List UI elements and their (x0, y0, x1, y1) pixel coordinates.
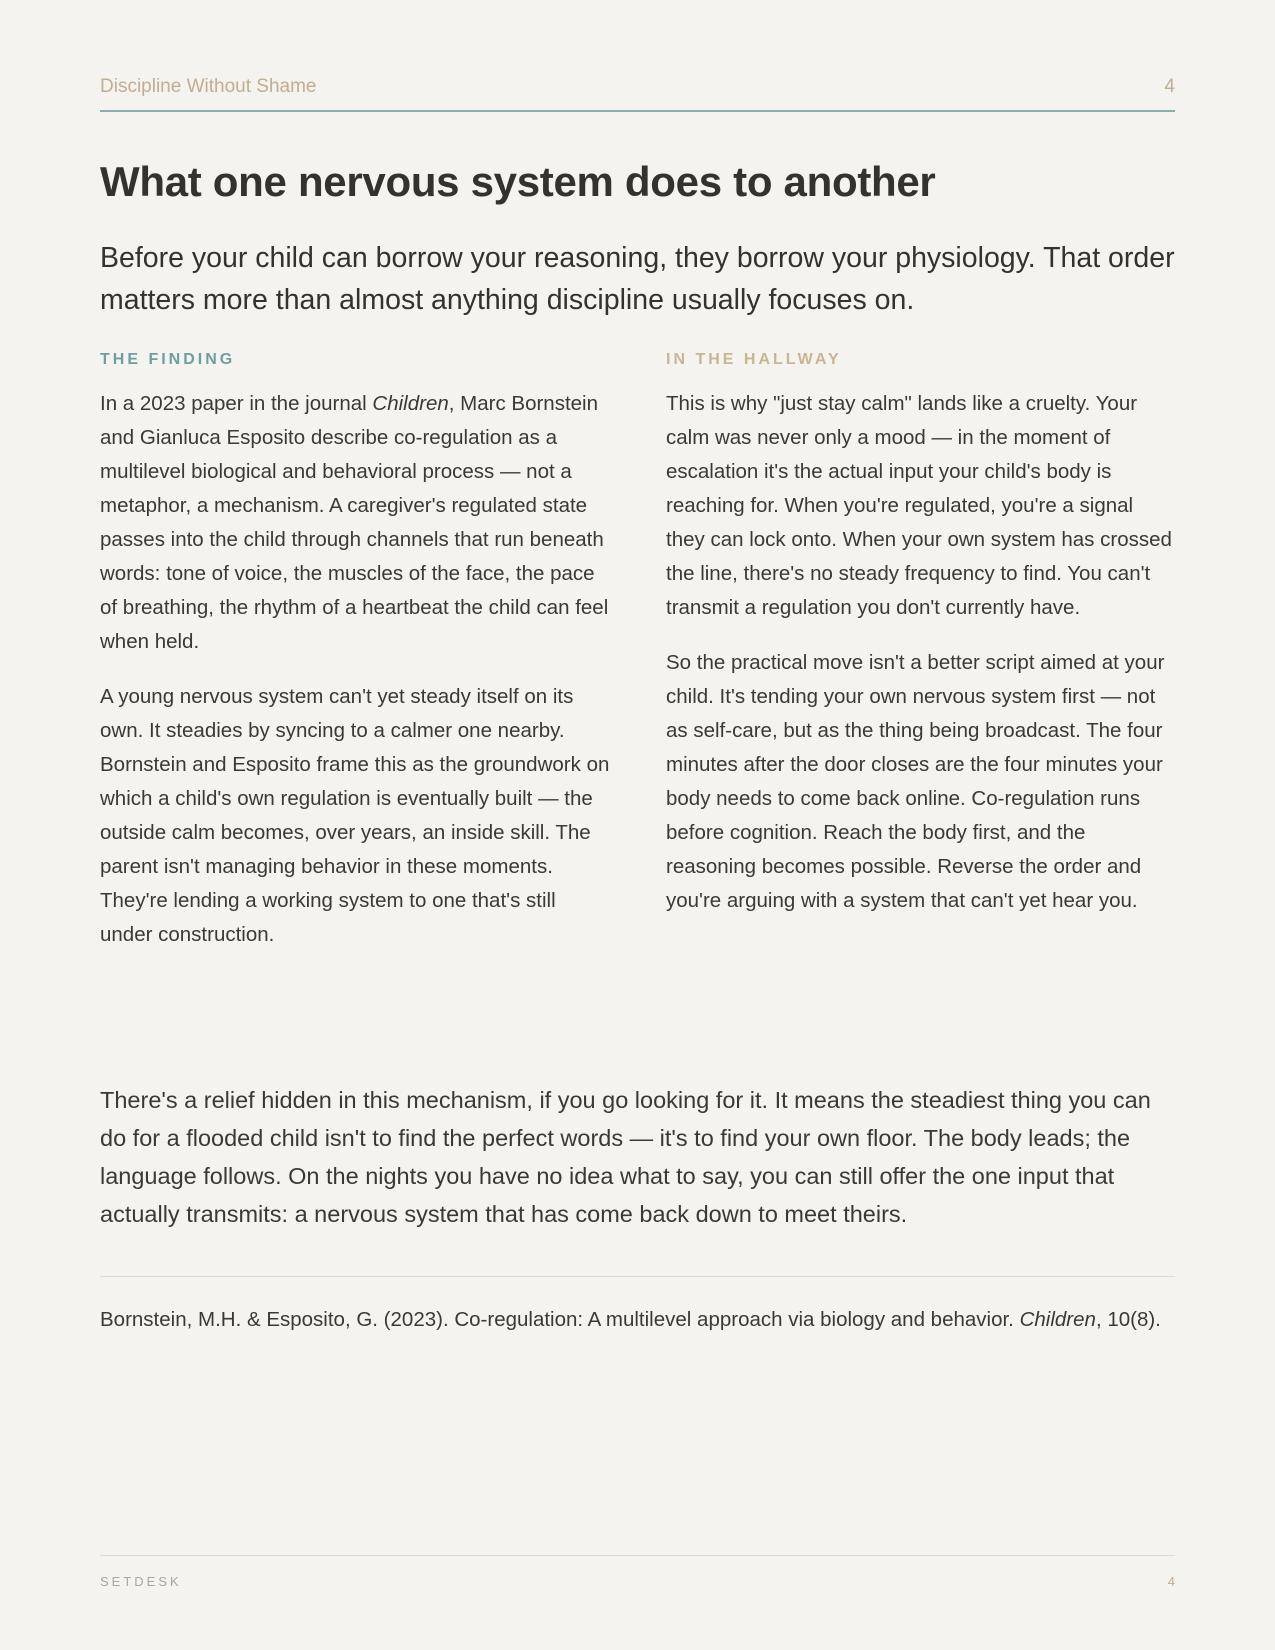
running-title: Discipline Without Shame (100, 76, 317, 97)
page (100, 0, 1175, 1650)
left-p1-before: In a 2023 paper in the journal (100, 392, 373, 415)
footer-divider (100, 1555, 1175, 1556)
reference-divider (100, 1276, 1175, 1277)
left-column-kicker: THE FINDING (100, 351, 236, 368)
right-column-kicker: IN THE HALLWAY (666, 351, 842, 368)
right-column (666, 348, 1176, 939)
right-column-paragraph-2: So the practical move isn't a better script aimed at your child. It's tending your own nervous system first — not as self-care, but as the thing being broadcast. The four minutes after the door closes are the four minutes your body needs to come back online. Co-regulation runs before cognition. Reach the body first, and the reasoning becomes possible. Reverse the order and you're arguing with a system that can't yet hear you. (666, 651, 1165, 912)
reference (100, 1303, 1175, 1337)
footer-brand: SETDESK (100, 1574, 182, 1589)
journal-name: Children (372, 392, 449, 415)
reference-journal: Children (1019, 1308, 1096, 1331)
header-page-number: 4 (1164, 76, 1175, 97)
left-column-paragraph-1 (100, 387, 610, 659)
left-p1-after: , Marc Bornstein and Gianluca Esposito describe co-regulation as a multilevel biological and behavioral process — not a metaphor, a mechanism. A caregiver's regulated state passes into the child through channels that run beneath words: tone of voice, the muscles of the face, the pace of breathing, the rhythm of a heartbeat the child can feel when held. (100, 392, 609, 653)
reference-details: , 10(8). (1095, 1308, 1161, 1331)
right-column-paragraph-1: This is why "just stay calm" lands like a cruelty. Your calm was never only a mood — in the moment of escalation it's the actual input your child's body is reaching for. When you're regulated, you're a signal they can lock onto. When your own system has crossed the line, there's no steady frequency to find. You can't transmit a regulation you don't currently have. (666, 392, 1172, 619)
left-column-paragraph-2: A young nervous system can't yet steady itself on its own. It steadies by syncing to a calmer one nearby. Bornstein and Esposito frame this as the groundwork on which a child's own regulation is eventually built — the outside calm becomes, over years, an inside skill. The parent isn't managing behavior in these moments. They're lending a working system to one that's still under construction. (100, 685, 610, 946)
running-header (100, 76, 1175, 112)
article-deck: Before your child can borrow your reasoning, they borrow your physiology. That order matters more than almost anything discipline usually focuses on. (100, 242, 1175, 316)
article-title: What one nervous system does to another (100, 158, 936, 205)
closing-paragraph: There's a relief hidden in this mechanism, if you go looking for it. It means the steadiest thing you can do for a flooded child isn't to find the perfect words — it's to find your own floor. The body leads; the language follows. On the nights you have no idea what to say, you can still offer the one input that actually transmits: a nervous system that has come back down to meet theirs. (100, 1087, 1151, 1227)
footer-page-number: 4 (1167, 1574, 1175, 1589)
left-column (100, 348, 610, 973)
reference-citation: Bornstein, M.H. & Esposito, G. (2023). Co-regulation: A multilevel approach via biology and behavior. (100, 1308, 1020, 1331)
